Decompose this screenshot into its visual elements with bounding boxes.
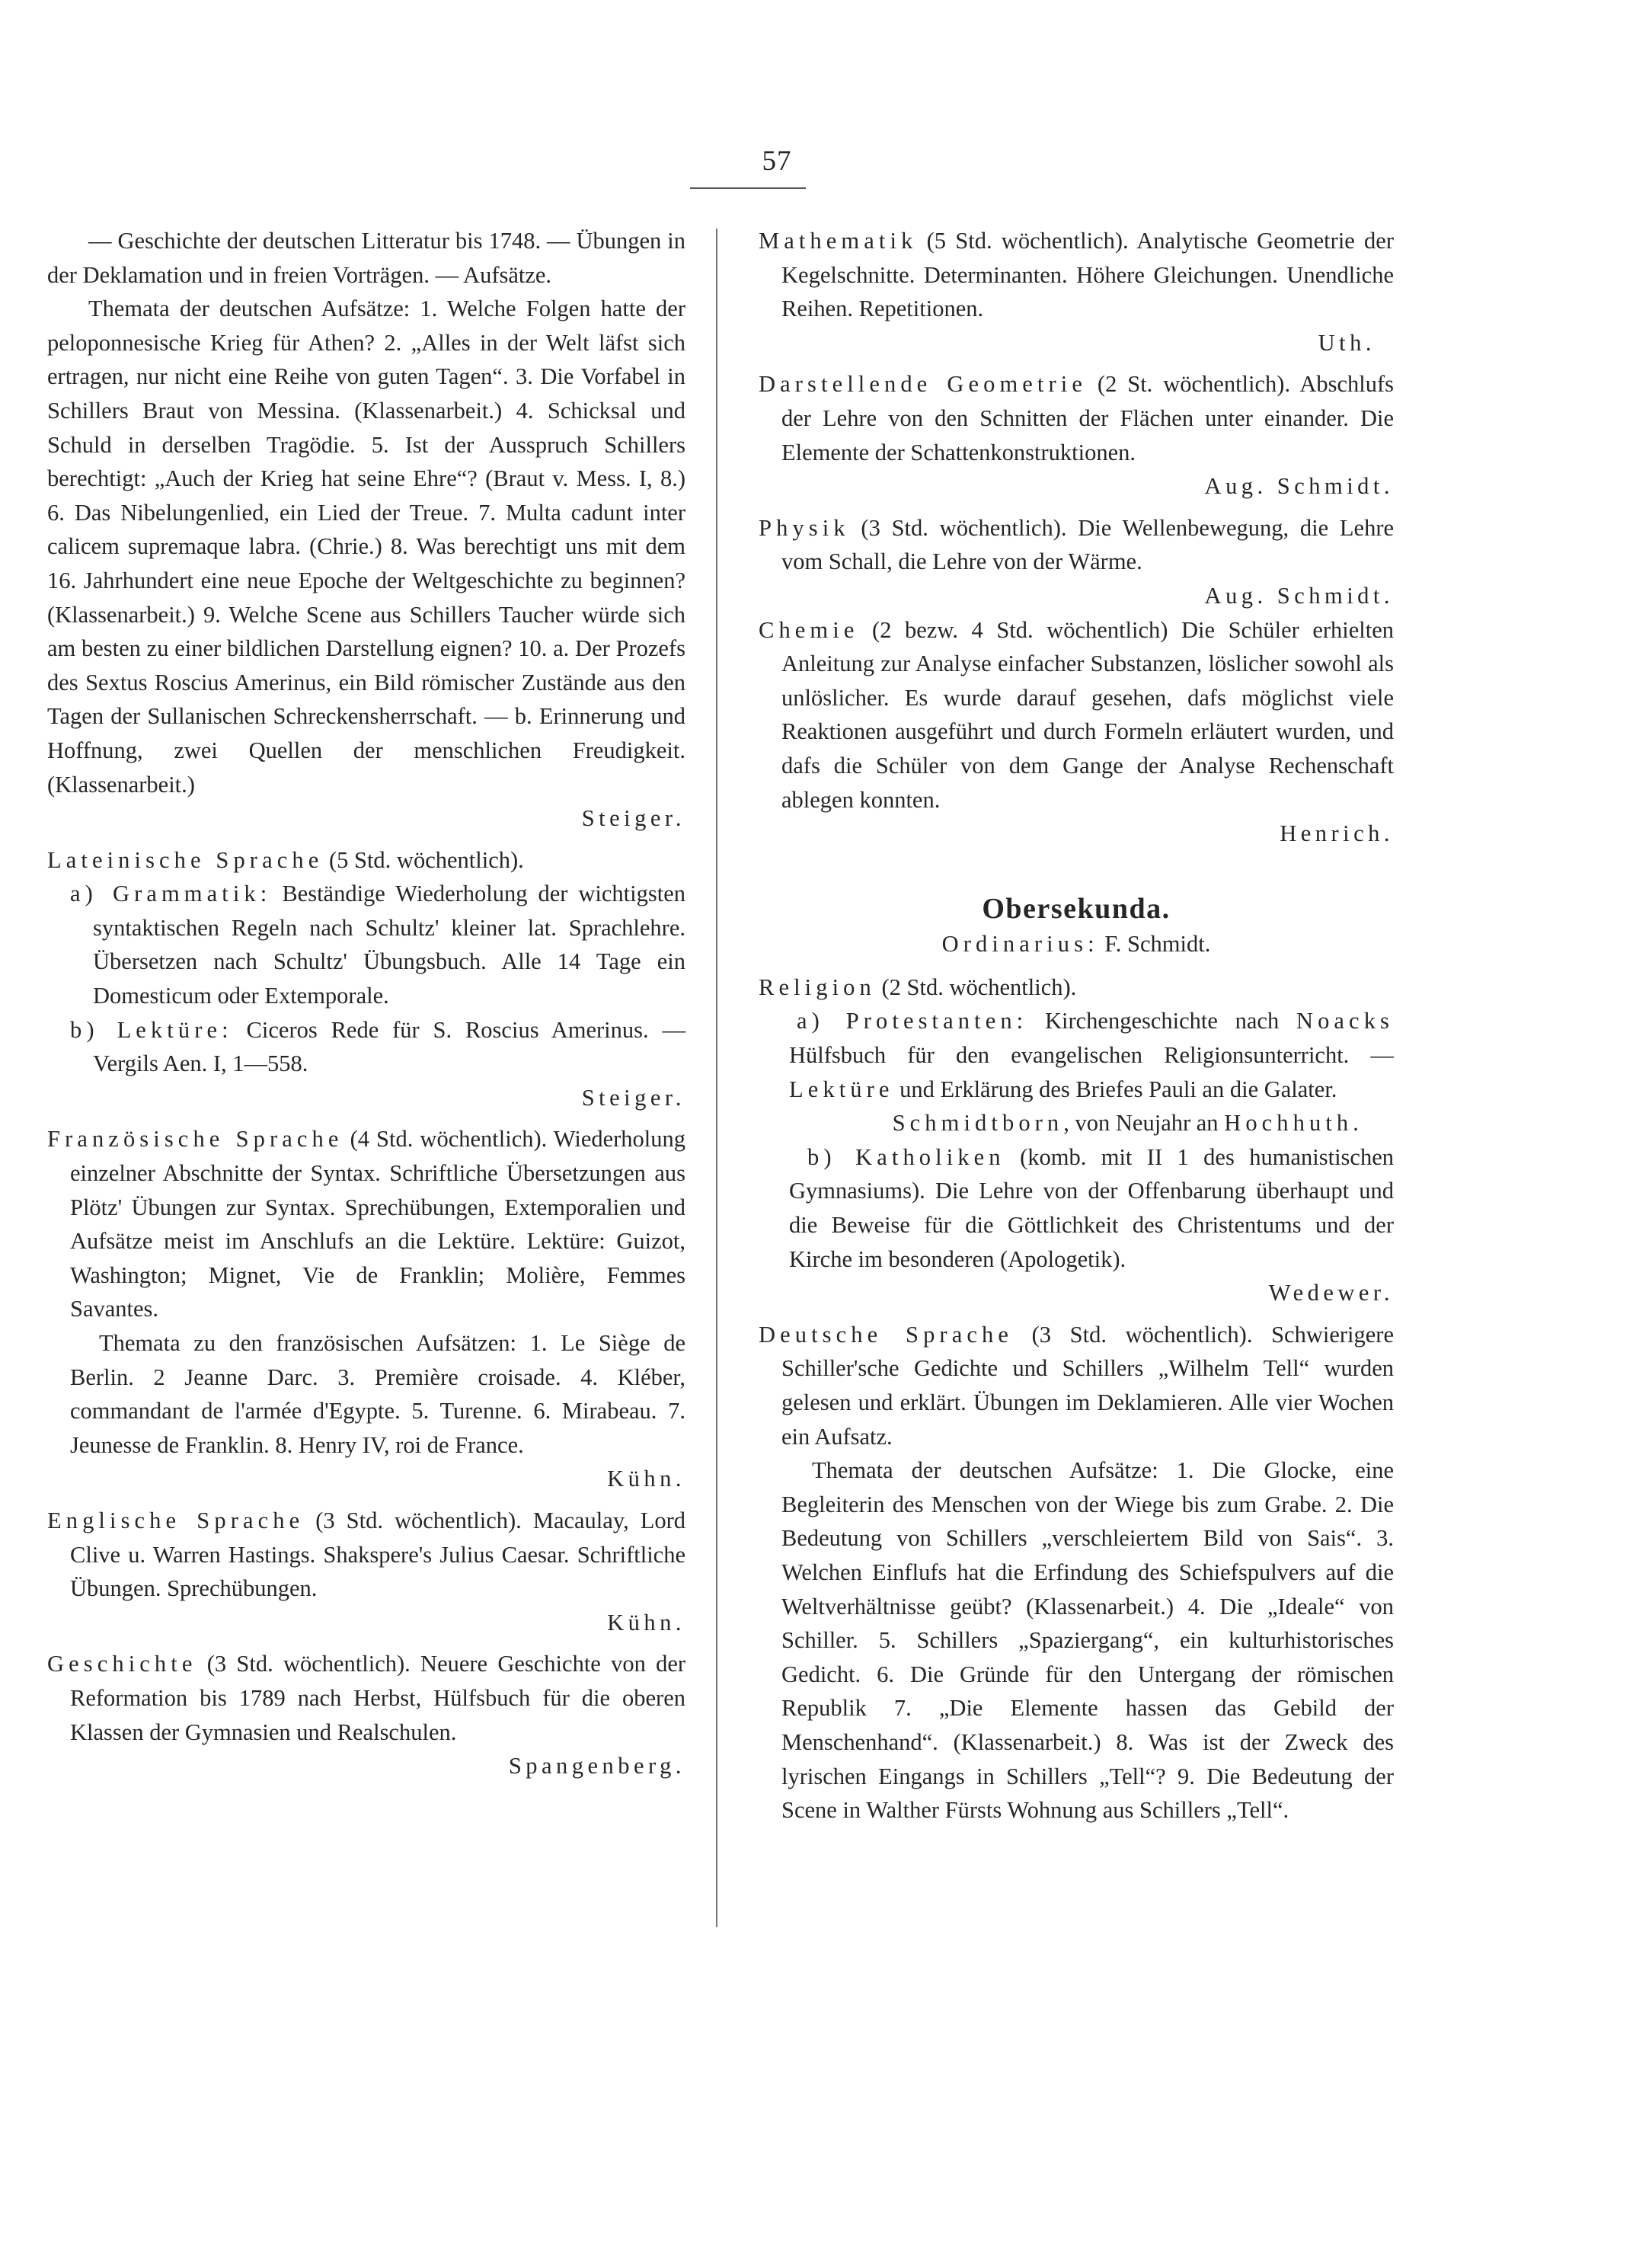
- teacher-signature: Wedewer.: [1268, 1280, 1394, 1306]
- teacher-signature: Henrich.: [1280, 820, 1394, 847]
- hours-text: (2 bezw. 4 Std. wöchentlich): [872, 616, 1168, 643]
- sub-text: Beständige Wiederholung der wichtigsten syntaktischen Regeln nach Schultz' kleiner lat. Sprachlehre. Übersetzen nach Schultz' Übungsbuch. Alle 14 Tage ein Domesticum oder Extemporale.: [93, 881, 685, 1009]
- hours-text: (3 Std. wöchentlich).: [315, 1507, 522, 1533]
- lektuere-label: Lektüre: [789, 1076, 894, 1102]
- teacher-signature: Kühn.: [607, 1466, 685, 1492]
- hours-text: (3 Std. wöchentlich).: [861, 514, 1067, 541]
- latein-grammatik: [47, 877, 685, 1012]
- teacher-signature: Kühn.: [607, 1609, 685, 1636]
- subject-heading: Mathematik: [759, 228, 918, 254]
- left-column: [47, 224, 685, 1783]
- geschichte-section: [47, 1647, 685, 1783]
- deutsch-themata-text: Themata der deutschen Aufsätze: 1. Welche Folgen hatte der peloponnesische Krieg für Athen? 2. „Alles in der Welt läfst sich ertragen, nur nicht eine Reihe von guten Tagen“. 3. Die Vorfabel in Schillers Braut von Messina. (Klassenarbeit.) 4. Schicksal und Schuld in derselben Tragödie. 5. Ist der Ausspruch Schillers berechtigt: „Auch der Krieg hat seine Ehre“? (Braut v. Mess. I, 8.) 6. Das Nibelungenlied, ein Lied der Treue. 7. Multa cadunt inter calicem supremaque labra. (Chrie.) 8. Was berechtigt uns mit dem 16. Jahrhundert eine neue Epoche der Weltgeschichte zu beginnen? (Klassenarbeit.) 9. Welche Scene aus Schillers Taucher würde sich am besten zu einer bildlichen Darstellung eignen? 10. a. Der Prozefs des Sextus Roscius Amerinus, ein Bild römischer Zustände aus den Tagen der Sullanischen Schreckensherrschaft. — b. Erinnerung und Hoffnung, zwei Quellen der menschlichen Freudigkeit. (Klassenarbeit.): [47, 296, 685, 798]
- latein-lektuere: [47, 1013, 685, 1115]
- deutsch-lit-paragraph: — Geschichte der deutschen Litteratur bis 1748. — Übungen in der Deklamation und in freien Vorträgen. — Aufsätze.: [47, 228, 685, 288]
- teacher-signature: Hochhuth.: [1224, 1110, 1363, 1137]
- subject-heading: Geschichte: [47, 1651, 197, 1677]
- religion-protestanten-signature: [759, 1106, 1394, 1140]
- signature-text: , von Neujahr an: [1063, 1110, 1219, 1137]
- sub-label: b) Katholiken: [807, 1143, 1005, 1170]
- teacher-signature: Uth.: [1318, 329, 1376, 356]
- ordinarius-line: [759, 927, 1394, 961]
- sub-text: Ciceros Rede für S. Roscius Amerinus. — Vergils Aen. I, 1—558.: [93, 1016, 686, 1077]
- ordinarius-name: F. Schmidt.: [1104, 931, 1211, 958]
- section-text: Die Schüler erhielten Anleitung zur Analyse einfacher Substanzen, löslicher sowohl als unlöslicher. Es wurde darauf gesehen, dafs möglichst viele Reaktionen ausgeführt und durch Formeln erläutert wurden, und dafs die Schüler von dem Gange der Analyse Rechenschaft ablegen konnten.: [781, 616, 1395, 813]
- section-text: Wiederholung einzelner Abschnitte der Syntax. Schriftliche Übersetzungen aus Plötz' Übungen zur Syntax. Sprechübungen, Extemporalien und Aufsätze meist im Anschlufs an die Lektüre. Lektüre: Guizot, Washington; Mignet, Vie de Franklin; Molière, Femmes Savantes.: [70, 1126, 686, 1322]
- chemie-section: [759, 613, 1394, 851]
- subject-heading: Englische Sprache: [47, 1507, 305, 1533]
- hours-text: (4 Std. wöchentlich).: [350, 1126, 548, 1153]
- sub-text: Kirchengeschichte nach: [1044, 1008, 1280, 1034]
- sub-text: und Erklärung des Briefes Pauli an die Galater.: [899, 1076, 1337, 1102]
- section-text: Abschlufs der Lehre von den Schnitten der Flächen unter einander. Die Elemente der Schattenkonstruktionen.: [781, 371, 1395, 465]
- teacher-signature: Aug. Schmidt.: [1204, 473, 1394, 500]
- subject-heading: Chemie: [759, 616, 859, 643]
- section-text: Neuere Geschichte von der Reformation bis 1789 nach Herbst, Hülfsbuch für die oberen Klassen der Gymnasien und Realschulen.: [70, 1651, 686, 1745]
- author-name: Noacks: [1296, 1008, 1395, 1034]
- page-number: 57: [762, 145, 792, 177]
- sub-label: a) Protestanten:: [797, 1008, 1028, 1034]
- section-text: Schwierigere Schiller'sche Gedichte und Schillers „Wilhelm Tell“ wurden gelesen und erklärt. Übungen im Deklamieren. Alle vier Wochen ein Aufsatz.: [781, 1321, 1394, 1450]
- section-text: Analytische Geometrie der Kegelschnitte. Determinanten. Höhere Gleichungen. Unendliche Reihen. Repetitionen.: [781, 228, 1395, 322]
- mathe-section: [759, 224, 1394, 360]
- subject-heading: Physik: [759, 514, 850, 541]
- franz-themata: [47, 1326, 685, 1496]
- ordinarius-label: Ordinarius:: [941, 931, 1099, 958]
- teacher-signature: Aug. Schmidt.: [1204, 582, 1394, 609]
- subject-heading: Religion: [759, 974, 876, 1000]
- geometrie-section: [759, 367, 1394, 503]
- column-divider: [716, 229, 717, 1927]
- hours-text: (2 Std. wöchentlich).: [881, 974, 1077, 1000]
- hours-text: (5 Std. wöchentlich).: [328, 846, 524, 873]
- teacher-signature: Steiger.: [581, 1084, 685, 1111]
- themata-text: Themata zu den französischen Aufsätzen: 1. Le Siège de Berlin. 2 Jeanne Darc. 3. Première croisade. 4. Kléber, commandant de l'armée d'Egypte. 5. Turenne. 6. Mirabeau. 7. Jeunesse de Franklin. 8. Henry IV, roi de France.: [70, 1330, 685, 1458]
- sub-text: Hülfsbuch für den evangelischen Religionsunterricht. —: [789, 1042, 1394, 1069]
- class-heading: Obersekunda.: [982, 892, 1171, 925]
- latein-section: [47, 843, 685, 878]
- englisch-section: [47, 1504, 685, 1639]
- hours-text: (5 Std. wöchentlich).: [926, 228, 1129, 254]
- subject-heading: Deutsche Sprache: [759, 1321, 1013, 1348]
- teacher-signature: Steiger.: [581, 805, 685, 832]
- religion-katholiken: [759, 1140, 1394, 1310]
- religion-section: [759, 970, 1394, 1005]
- deutsch-themata: Themata der deutschen Aufsätze: 1. Die Glocke, eine Begleiterin des Menschen von der Wiege bis zum Grabe. 2. Die Bedeutung von Schillers „verschleiertem Bild von Sais“. 3. Welchen Einflufs hat die Erfindung des Schiefspulvers auf die Weltverhältnisse geübt? (Klassenarbeit.) 4. Die „Ideale“ von Schiller. 5. Schillers „Spaziergang“, ein kulturhistorisches Gedicht. 6. Die Gründe für den Untergang der römischen Republik 7. „Die Elemente hassen das Gebild der Menschenhand“. (Klassenarbeit.) 8. Was ist der Zweck des lyrischen Eingangs in Schillers „Tell“? 9. Die Bedeutung der Scene in Walther Fürsts Wohnung aus Schillers „Tell“.: [781, 1457, 1394, 1824]
- subject-heading: Französische Sprache: [47, 1126, 344, 1153]
- right-column: [759, 224, 1394, 1827]
- deutsch-section: [759, 1318, 1394, 1453]
- subject-heading: Lateinische Sprache: [47, 846, 324, 873]
- section-text: Macaulay, Lord Clive u. Warren Hastings. Shakspere's Julius Caesar. Schriftliche Übungen. Sprechübungen.: [70, 1507, 686, 1602]
- franz-section: [47, 1122, 685, 1326]
- hours-text: (3 Std. wöchentlich).: [1031, 1321, 1253, 1348]
- subject-heading: Darstellende Geometrie: [759, 371, 1087, 398]
- teacher-signature: Spangenberg.: [508, 1753, 685, 1779]
- header-rule: [690, 187, 806, 189]
- deutsch-themata-paragraph: [47, 292, 685, 836]
- physik-section: [759, 511, 1394, 613]
- sub-text: (komb. mit II 1 des humanistischen Gymnasiums). Die Lehre von der Offenbarung überhaupt und die Beweise für die Göttlichkeit des Christentums und der Kirche im besonderen (Apologetik).: [789, 1143, 1394, 1272]
- sub-label: a) Grammatik:: [70, 881, 272, 907]
- sub-label: b) Lektüre:: [70, 1016, 233, 1043]
- religion-protestanten: [759, 1004, 1394, 1106]
- section-text: Die Wellenbewegung, die Lehre vom Schall, die Lehre von der Wärme.: [781, 514, 1395, 575]
- hours-text: (3 Std. wöchentlich).: [206, 1651, 411, 1677]
- hours-text: (2 St. wöchentlich).: [1097, 371, 1291, 398]
- teacher-signature: Schmidtborn: [892, 1110, 1064, 1137]
